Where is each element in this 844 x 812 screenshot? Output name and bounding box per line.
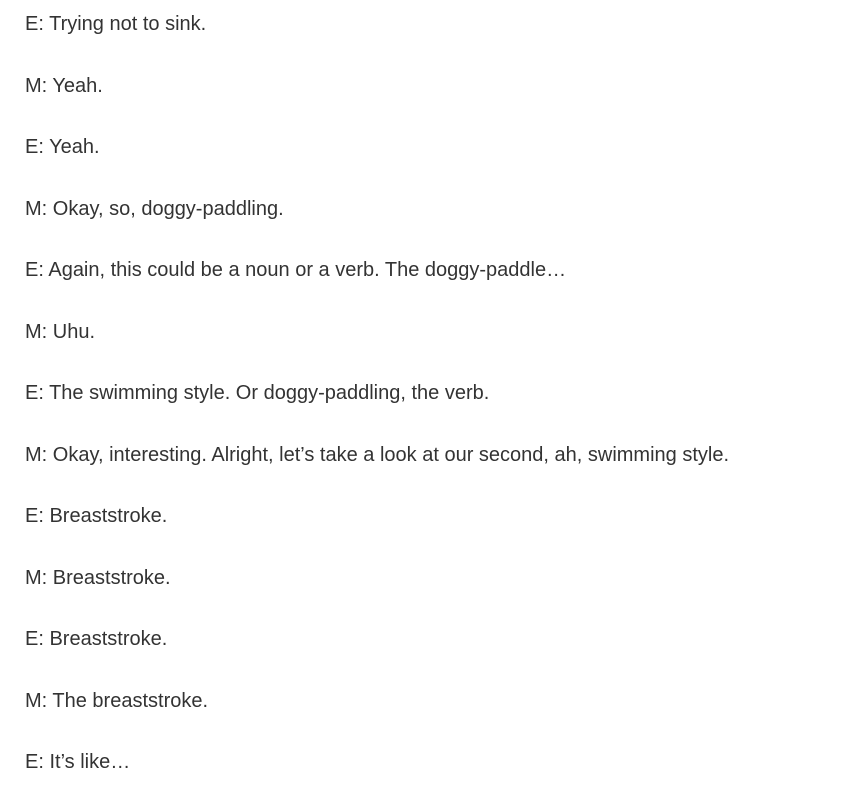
transcript-line: M: The breaststroke. xyxy=(25,689,209,712)
transcript-line: E: Breaststroke. xyxy=(25,505,168,527)
transcript-line: M: Okay, interesting. Alright, let’s take a look at our second, ah, swimming style. xyxy=(25,443,730,466)
transcript-line: M: Yeah. xyxy=(25,74,103,97)
transcript-line: M: Uhu. xyxy=(25,320,96,343)
transcript-line: E: Trying not to sink. xyxy=(25,13,207,35)
transcript-line: M: Okay, so, doggy-paddling. xyxy=(25,197,284,220)
transcript-line: M: Breaststroke. xyxy=(25,566,171,589)
transcript-line: E: Breaststroke. xyxy=(25,628,168,650)
transcript-line: E: The swimming style. Or doggy-paddling, the verb. xyxy=(25,382,490,404)
transcript-line: E: Again, this could be a noun or a verb. The doggy-paddle… xyxy=(25,259,567,281)
transcript-line: E: Yeah. xyxy=(25,136,100,158)
transcript xyxy=(25,12,825,812)
transcript-line: E: It’s like… xyxy=(25,751,131,773)
